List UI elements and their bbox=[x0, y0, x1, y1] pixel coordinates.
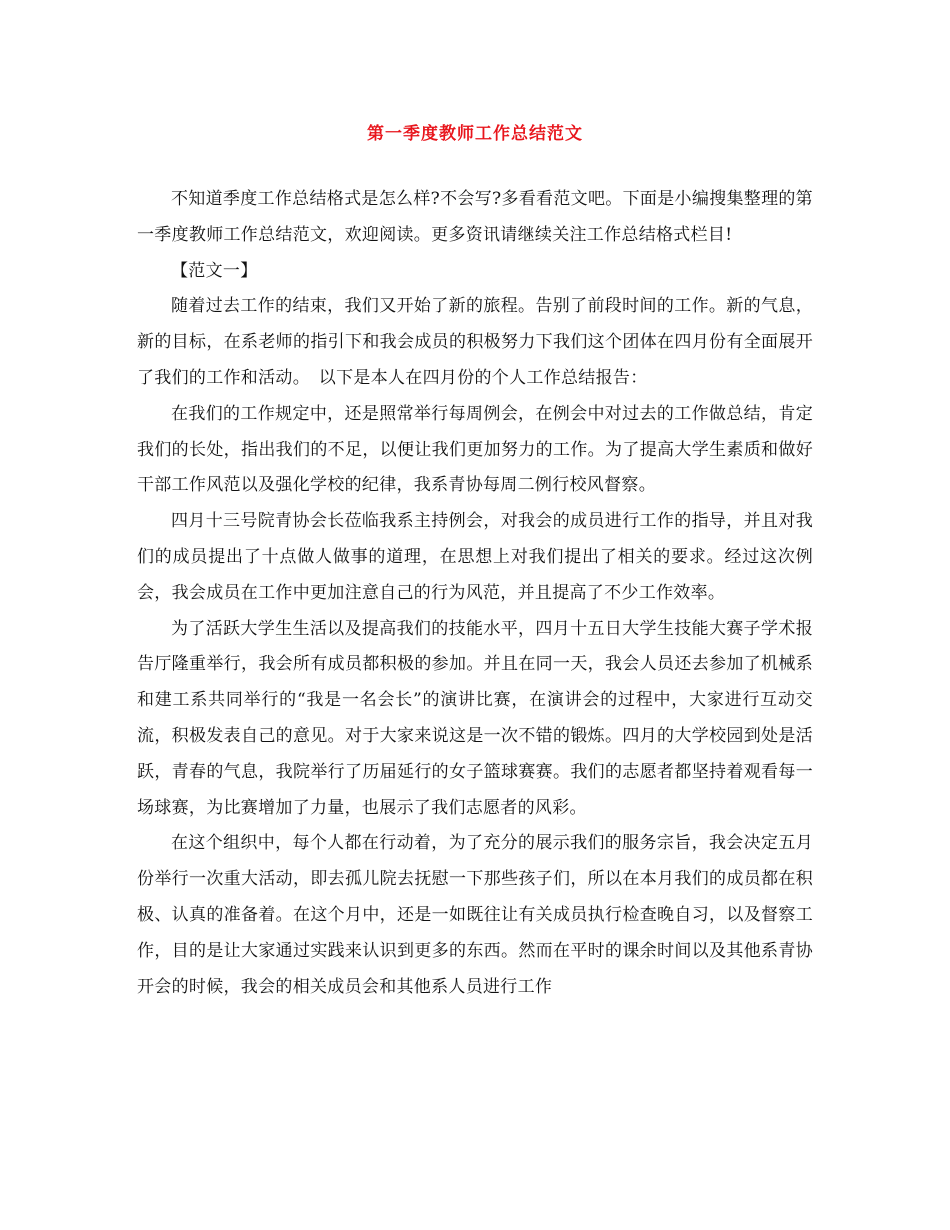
paragraph-intro: 不知道季度工作总结格式是怎么样?不会写?多看看范文吧。下面是小编搜集整理的第一季度教师工作总结范文，欢迎阅读。更多资讯请继续关注工作总结格式栏目! bbox=[137, 189, 813, 245]
paragraph-body-5: 在这个组织中，每个人都在行动着，为了充分的展示我们的服务宗旨，我会决定五月份举行一次重大活动，即去孤儿院去抚慰一下那些孩子们，所以在本月我们的成员都在积极、认真的准备着。在这个月中，还是一如既往让有关成员执行检查晚自习，以及督察工作，目的是让大家通过实践来认识到更多的东西。然而在平时的课余时间以及其他系青协开会的时候，我会的相关成员会和其他系人员进行工作 bbox=[137, 833, 813, 997]
paragraph-body-2: 在我们的工作规定中，还是照常举行每周例会，在例会中对过去的工作做总结，肯定我们的长处，指出我们的不足，以便让我们更加努力的工作。为了提高大学生素质和做好干部工作风范以及强化学校的纪律，我系青协每周二例行校风督察。 bbox=[137, 403, 813, 496]
paragraph-body-4: 为了活跃大学生生活以及提高我们的技能水平，四月十五日大学生技能大赛子学术报告厅隆重举行，我会所有成员都积极的参加。并且在同一天，我会人员还去参加了机械系和建工系共同举行的“我是一名会长”的演讲比赛，在演讲会的过程中，大家进行互动交流，积极发表自己的意见。对于大家来说这是一次不错的锻炼。四月的大学校园到处是活跃，青春的气息，我院举行了历届延行的女子篮球赛赛。我们的志愿者都坚持着观看每一场球赛，为比赛增加了力量，也展示了我们志愿者的风彩。 bbox=[137, 618, 813, 818]
paragraph-body-3: 四月十三号院青协会长莅临我系主持例会，对我会的成员进行工作的指导，并且对我们的成员提出了十点做人做事的道理，在思想上对我们提出了相关的要求。经过这次例会，我会成员在工作中更加注意自己的行为风范，并且提高了不少工作效率。 bbox=[137, 511, 813, 603]
paragraph-sample-heading: 【范文一】 bbox=[171, 260, 258, 281]
document-title: 第一季度教师工作总结范文 bbox=[367, 124, 583, 144]
paragraph-body-1: 随着过去工作的结束，我们又开始了新的旅程。告别了前段时间的工作。新的气息，新的目标，在系老师的指引下和我会成员的积极努力下我们这个团体在四月份有全面展开了我们的工作和活动。 以下是本人在四月份的个人工作总结报告： bbox=[137, 296, 813, 388]
